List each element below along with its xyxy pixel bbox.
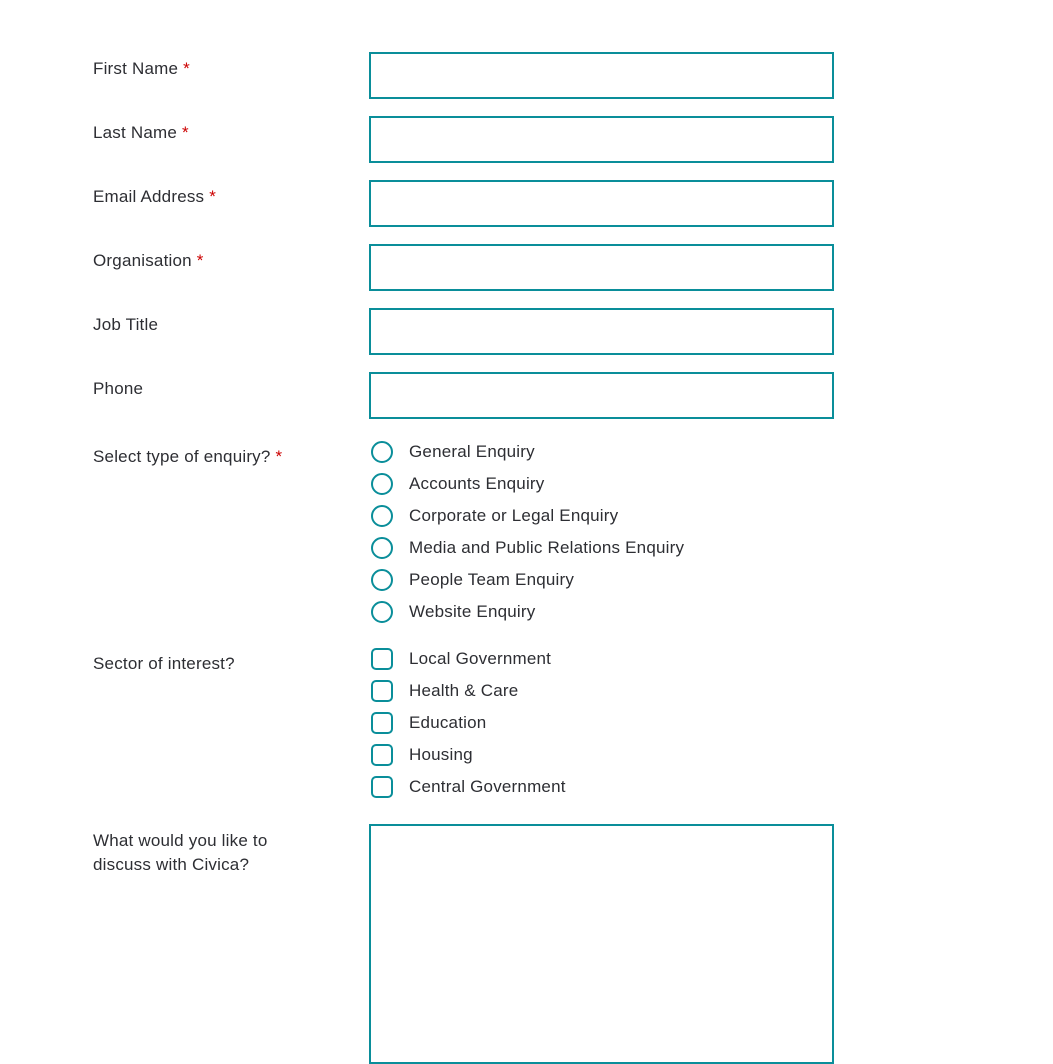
discuss-label-text: What would you like to discuss with Civica? bbox=[93, 831, 268, 874]
last-name-label-text: Last Name bbox=[93, 123, 178, 142]
form-row-discuss bbox=[93, 824, 1053, 1064]
required-asterisk: * bbox=[209, 187, 217, 206]
form-row-phone bbox=[93, 372, 1053, 419]
required-asterisk: * bbox=[275, 447, 283, 466]
checkbox-option-local-government[interactable] bbox=[369, 643, 834, 675]
form-row-last-name bbox=[93, 116, 1053, 163]
radio-icon[interactable] bbox=[371, 569, 393, 591]
radio-option-label: Website Enquiry bbox=[409, 602, 536, 621]
checkbox-option-label: Housing bbox=[409, 745, 473, 764]
radio-option-accounts-enquiry[interactable] bbox=[369, 468, 834, 500]
checkbox-option-health-care[interactable] bbox=[369, 675, 834, 707]
phone-input[interactable] bbox=[369, 372, 834, 419]
form-row-job-title bbox=[93, 308, 1053, 355]
sector-label-text: Sector of interest? bbox=[93, 654, 235, 673]
radio-option-media-pr-enquiry[interactable] bbox=[369, 532, 834, 564]
job-title-label bbox=[93, 308, 369, 337]
checkbox-option-label: Central Government bbox=[409, 777, 566, 796]
sector-label bbox=[93, 643, 369, 676]
radio-icon[interactable] bbox=[371, 505, 393, 527]
radio-option-label: Corporate or Legal Enquiry bbox=[409, 506, 619, 525]
organisation-label bbox=[93, 244, 369, 273]
job-title-input[interactable] bbox=[369, 308, 834, 355]
checkbox-option-central-government[interactable] bbox=[369, 771, 834, 803]
checkbox-icon[interactable] bbox=[371, 776, 393, 798]
enquiry-type-label bbox=[93, 436, 369, 469]
required-asterisk: * bbox=[196, 251, 204, 270]
radio-option-corporate-legal-enquiry[interactable] bbox=[369, 500, 834, 532]
required-asterisk: * bbox=[182, 123, 189, 142]
organisation-input[interactable] bbox=[369, 244, 834, 291]
required-asterisk: * bbox=[183, 59, 190, 78]
first-name-label-text: First Name bbox=[93, 59, 179, 78]
radio-option-people-team-enquiry[interactable] bbox=[369, 564, 834, 596]
job-title-label-text: Job Title bbox=[93, 315, 159, 334]
checkbox-option-label: Health & Care bbox=[409, 681, 519, 700]
radio-option-label: People Team Enquiry bbox=[409, 570, 575, 589]
first-name-input[interactable] bbox=[369, 52, 834, 99]
email-label-text: Email Address bbox=[93, 187, 205, 206]
email-label bbox=[93, 180, 369, 209]
discuss-textarea[interactable] bbox=[369, 824, 834, 1064]
radio-option-label: Media and Public Relations Enquiry bbox=[409, 538, 685, 557]
enquiry-type-group bbox=[93, 436, 1053, 628]
radio-option-label: General Enquiry bbox=[409, 442, 535, 461]
enquiry-type-label-text: Select type of enquiry? bbox=[93, 447, 271, 466]
first-name-label bbox=[93, 52, 369, 81]
checkbox-icon[interactable] bbox=[371, 744, 393, 766]
last-name-label bbox=[93, 116, 369, 145]
checkbox-icon[interactable] bbox=[371, 712, 393, 734]
sector-group bbox=[93, 643, 1053, 803]
form-row-first-name bbox=[93, 52, 1053, 99]
radio-option-label: Accounts Enquiry bbox=[409, 474, 545, 493]
phone-label-text: Phone bbox=[93, 379, 144, 398]
radio-icon[interactable] bbox=[371, 473, 393, 495]
checkbox-option-housing[interactable] bbox=[369, 739, 834, 771]
radio-icon[interactable] bbox=[371, 441, 393, 463]
checkbox-option-education[interactable] bbox=[369, 707, 834, 739]
checkbox-option-label: Local Government bbox=[409, 649, 552, 668]
organisation-label-text: Organisation bbox=[93, 251, 192, 270]
last-name-input[interactable] bbox=[369, 116, 834, 163]
email-input[interactable] bbox=[369, 180, 834, 227]
checkbox-icon[interactable] bbox=[371, 648, 393, 670]
discuss-label bbox=[93, 824, 369, 877]
radio-icon[interactable] bbox=[371, 537, 393, 559]
checkbox-icon[interactable] bbox=[371, 680, 393, 702]
form-row-organisation bbox=[93, 244, 1053, 291]
phone-label bbox=[93, 372, 369, 401]
radio-icon[interactable] bbox=[371, 601, 393, 623]
form-row-email bbox=[93, 180, 1053, 227]
radio-option-website-enquiry[interactable] bbox=[369, 596, 834, 628]
radio-option-general-enquiry[interactable] bbox=[369, 436, 834, 468]
checkbox-option-label: Education bbox=[409, 713, 487, 732]
